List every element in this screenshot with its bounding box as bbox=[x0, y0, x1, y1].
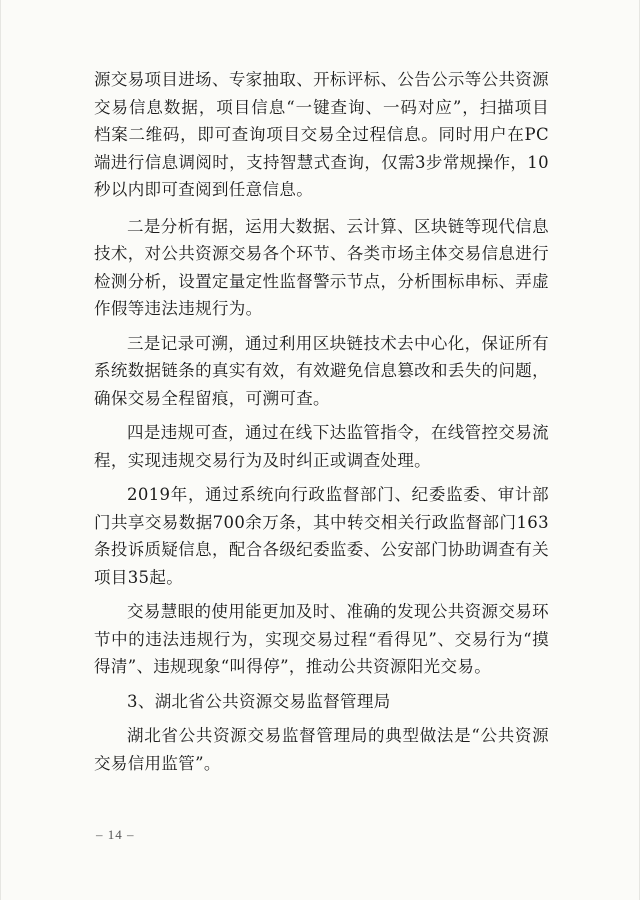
paragraph-4: 四是违规可查，通过在线下达监管指令，在线管控交易流程，实现违规交易行为及时纠正或调查处理。 bbox=[94, 423, 549, 470]
section-heading: 3、湖北省公共资源交易监督管理局 bbox=[127, 691, 391, 711]
paragraph-3: 三是记录可溯，通过利用区块链技术去中心化，保证所有系统数据链条的真实有效，有效避免信息篡改和丢失的问题，确保交易全程留痕，可溯可查。 bbox=[94, 333, 549, 408]
paragraph-5: 2019年，通过系统向行政监督部门、纪委监委、审计部门共享交易数据700余万条，其中转交相关行政监督部门163条投诉质疑信息，配合各级纪委监委、公安部门协助调查有关项目35起。 bbox=[94, 485, 549, 587]
paragraph-6: 交易慧眼的使用能更加及时、准确的发现公共资源交易环节中的违法违规行为，实现交易过程“看得见”、交易行为“摸得清”、违规现象“叫得停”，推动公共资源阳光交易。 bbox=[94, 602, 549, 676]
page-number: – 14 – bbox=[96, 827, 135, 842]
paragraph-2: 二是分析有据，运用大数据、云计算、区块链等现代信息技术，对公共资源交易各个环节、各类市场主体交易信息进行检测分析，设置定量定性监督警示节点，分析围标串标、弄虚作假等违法违规行为。 bbox=[94, 216, 549, 318]
paragraph-1: 源交易项目进场、专家抽取、开标评标、公告公示等公共资源交易信息数据，项目信息“一键查询、一码对应”，扫描项目档案二维码，即可查询项目交易全过程信息。同时用户在PC端进行信息调阅时，支持智慧式查询，仅需3步常规操作，10秒以内即可查阅到任意信息。 bbox=[94, 70, 549, 199]
document-body bbox=[94, 66, 549, 784]
paragraph-7: 湖北省公共资源交易监督管理局的典型做法是“公共资源交易信用监管”。 bbox=[94, 726, 549, 773]
